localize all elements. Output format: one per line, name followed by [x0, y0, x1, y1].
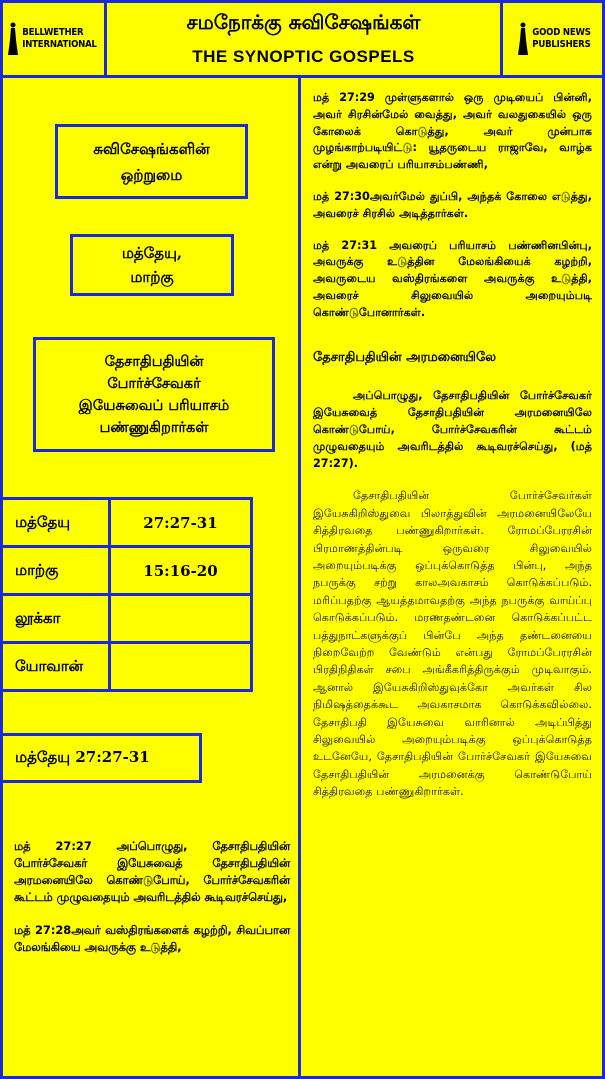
right-column [313, 90, 592, 801]
box2-line2: மாற்கு [130, 268, 174, 286]
ref-verse: 27:27-31 [110, 499, 252, 547]
topic-box [33, 337, 275, 452]
summary-paragraph: அப்பொழுது, தேசாதிபதியின் போர்ச்சேவகர் இயேசுவைத் தேசாதிபதியின் அரமனையிலே கொண்டுபோய், போர்ச்சேவகரின் கூட்டம் முழுவதையும் அவரிடத்தில் கூடிவரச்செய்து, (மத் 27:27). [313, 389, 592, 470]
passage-heading: மத்தேயு 27:27-31 [0, 733, 202, 783]
left-logo-line1: BELLWETHER [22, 27, 84, 38]
ref-book: யோவான் [2, 643, 110, 691]
section-heading: தேசாதிபதியின் அரமனையிலே [313, 349, 497, 365]
table-row [2, 499, 252, 547]
box3-line3: இயேசுவைப் பரியாசம் [78, 396, 230, 414]
box3-line2: போர்ச்சேவகர் [107, 374, 201, 392]
right-logo-line2: PUBLISHERS [532, 39, 591, 50]
ref-book: லூக்கா [2, 595, 110, 643]
box1-line1: சுவிசேஷங்களின் [93, 139, 210, 158]
ref-verse [110, 643, 252, 691]
verse-30: மத் 27:30அவர்மேல் துப்பி, அந்தக் கோலை எடுத்து, அவரைச் சிரசில் அடித்தார்கள். [313, 189, 592, 220]
commentary-paragraph: தேசாதிபதியின் போர்ச்சேவர்கள் இயேசுகிறிஸ்துவை பிலாத்துவின் அரமனையிலேயே சித்திரவதை பண்ணுகிறார்கள். ரோமப்பேரரசின் பிரமாணத்தின்படி ஒருவரை சிலுவையில் அறையும்படிக்கு ஒப்புக்கொடுத்த பின்பு, அந்த நபருக்கு சற்று காலஅவகாசம் கொடுக்கப்படும். மரிப்பதற்கு ஆயத்தமாவதற்கு அந்த நபருக்கு வாய்ப்பு கொடுக்கப்படும். மரணதண்டனை கொடுக்கப்பட்ட பத்துநாட்களுக்குப் பின்பே அந்த தண்டனையை நிறைவேற்ற வேண்டும் என்பது ரோமப்பேரரசின் பிரதிநிதிகள் சபை அங்கீகரித்திருக்கும் முடிவாகும். ஆனால் இயேசுகிறிஸ்துவுக்கோ அவர்கள் சில நிமிஷத்தைக்கூட அவகாசமாக கொடுக்கவில்லை. தேசாதிபதி இயேசுவை வாரினால் அடிப்பித்து சிலுவையில் அறையும்படிக்கு ஒப்புக்கொடுத்த உடனேயே, தேசாதிபதியின் போர்ச்சேவகர் இயேசுவை தேசாதிபதியின் அரமனைக்கு கொண்டுபோய் சித்திரவதை பண்ணுகிறார்கள். [313, 489, 592, 799]
box3-line4: பண்ணுகிறார்கள் [99, 418, 209, 436]
ref-book: மாற்கு [2, 547, 110, 595]
box3-line1: தேசாதிபதியின் [104, 352, 204, 370]
right-logo-line1: GOOD NEWS [532, 27, 591, 38]
title-english: THE SYNOPTIC GOSPELS [192, 47, 415, 66]
verse-28: மத் 27:28அவர் வஸ்திரங்களைக் கழற்றி, சிவப்பான மேலங்கியை அவருக்கு உடுத்தி, [14, 923, 290, 954]
verse-27: மத் 27:27 அப்பொழுது, தேசாதிபதியின் போர்ச்சேவகர் இயேசுவைத் தேசாதிபதியின் அரமனையிலே கொண்டுபோய், போர்ச்சேவகரின் கூட்டம் முழுவதையும் அவரிடத்தில் கூடிவரச்செய்து, [14, 839, 290, 904]
title-tamil: சமநோக்கு சுவிசேஷங்கள் [186, 10, 421, 34]
bellwether-figure-icon [7, 22, 19, 56]
column-divider [298, 78, 301, 1079]
box2-line1: மத்தேயு, [121, 244, 183, 262]
title-area [107, 0, 500, 78]
synoptic-unity-box [55, 124, 248, 199]
table-row [2, 547, 252, 595]
header [0, 0, 605, 78]
left-logo-line2: INTERNATIONAL [22, 39, 97, 50]
left-verses [14, 838, 290, 972]
box1-line2: ஒற்றுமை [120, 165, 183, 184]
ref-book: மத்தேயு [2, 499, 110, 547]
ref-verse: 15:16-20 [110, 547, 252, 595]
table-row [2, 595, 252, 643]
ref-verse [110, 595, 252, 643]
table-row [2, 643, 252, 691]
gospels-box [70, 234, 234, 296]
verse-29: மத் 27:29 முள்ளுகளால் ஒரு முடியைப் பின்னி, அவர் சிரசின்மேல் வைத்து, அவர் வலதுகையில் ஒரு கோலைக் கொடுத்து, அவர் முன்பாக முழங்காற்படியிட்டு: யூதருடைய ராஜாவே, வாழ்க என்று அவரைப் பரியாசம்பண்ணி, [313, 91, 592, 172]
good-news-figure-icon [517, 22, 529, 56]
good-news-logo [500, 0, 605, 78]
reference-table [0, 497, 253, 692]
verse-31: மத் 27:31 அவரைப் பரியாசம் பண்ணினபின்பு, அவருக்கு உடுத்தின மேலங்கியைக் கழற்றி, அவருடைய வஸ்திரங்களை அவருக்கு உடுத்தி, அவரைச் சிலுவையில் அறையும்படி கொண்டுபோனார்கள். [313, 238, 592, 319]
bellwether-logo [0, 0, 107, 78]
